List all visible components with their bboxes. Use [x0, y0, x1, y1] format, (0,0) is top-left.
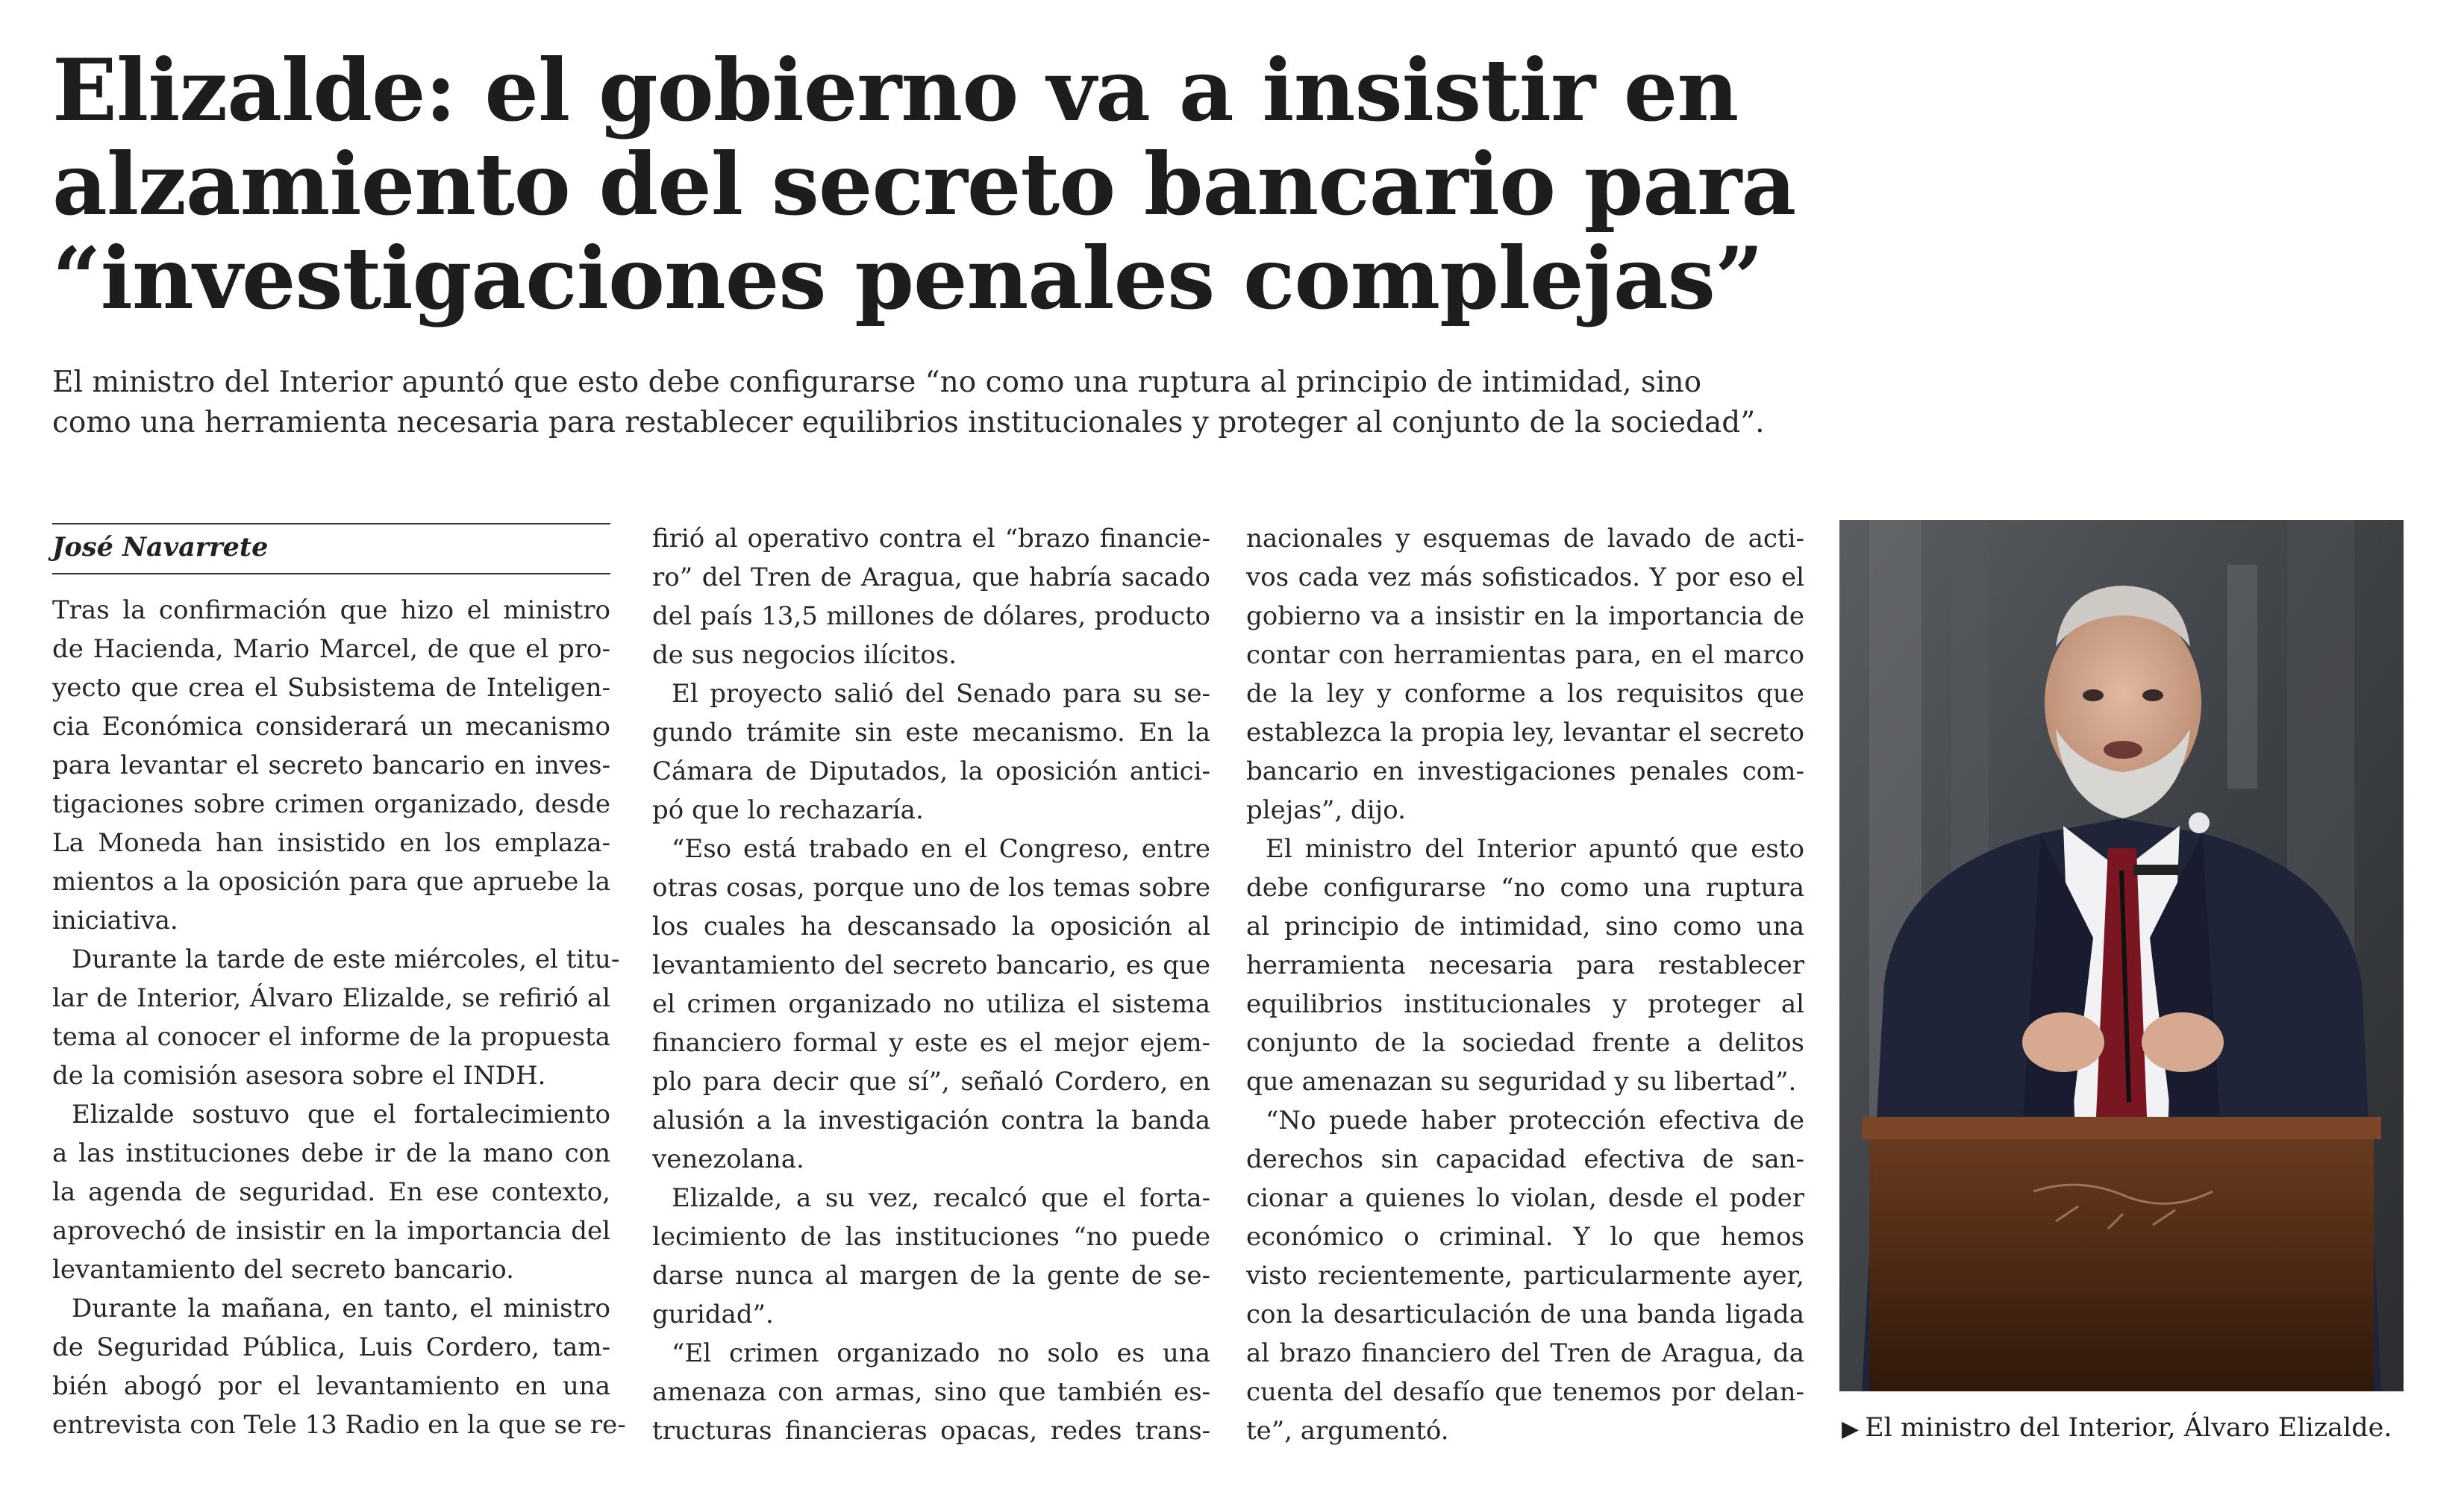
article-line: financiero formal y este es el mejor ejem- — [652, 1028, 1210, 1058]
article-line: yecto que crea el Subsistema de Inteligen- — [52, 673, 610, 703]
article-column-1 — [52, 591, 626, 1444]
article-line: de Seguridad Pública, Luis Cordero, tam- — [52, 1332, 610, 1362]
article-line: pó que lo rechazaría. — [652, 795, 924, 825]
article-line: vos cada vez más sofisticados. Y por eso el — [1246, 563, 1804, 592]
article-line: el crimen organizado no utiliza el sistema — [652, 989, 1210, 1019]
headline-line: alzamiento del secreto bancario para — [52, 134, 1796, 234]
headline-line: “investigaciones penales complejas” — [52, 228, 1763, 328]
article-line: gundo trámite sin este mecanismo. En la — [652, 718, 1210, 748]
article-column-3 — [1246, 519, 1804, 1450]
lead-line: El ministro del Interior apuntó que esto debe configurarse “no como una ruptura al principio de intimidad, sino — [52, 366, 1702, 399]
article-line: guridad”. — [652, 1300, 774, 1329]
article-line: con la desarticulación de una banda ligada — [1246, 1300, 1804, 1329]
byline-rule-top — [52, 523, 610, 524]
caption-text: El ministro del Interior, Álvaro Elizalde. — [1865, 1413, 2392, 1443]
article-line: Tras la confirmación que hizo el ministro — [52, 595, 610, 625]
article-line: de Hacienda, Mario Marcel, de que el pro- — [52, 634, 610, 664]
article-line: visto recientemente, particularmente ayer, — [1246, 1261, 1804, 1291]
article-line: lar de Interior, Álvaro Elizalde, se refirió al — [52, 983, 610, 1013]
article-line: nacionales y esquemas de lavado de acti- — [1246, 524, 1804, 554]
article-line: plo para decir que sí”, señaló Cordero, en — [652, 1067, 1210, 1097]
article-line: plejas”, dijo. — [1246, 795, 1406, 825]
article-line: ro” del Tren de Aragua, que habría sacado — [652, 563, 1210, 592]
article-line: La Moneda han insistido en los emplaza- — [52, 828, 610, 858]
article-line: al brazo financiero del Tren de Aragua, da — [1246, 1338, 1804, 1368]
article-line: gobierno va a insistir en la importancia de — [1246, 601, 1804, 631]
article-line: cionar a quienes lo violan, desde el poder — [1246, 1183, 1804, 1213]
headline-line: Elizalde: el gobierno va a insistir en — [52, 40, 1739, 140]
article-line: la agenda de seguridad. En ese contexto, — [52, 1177, 610, 1207]
article-line: que amenazan su seguridad y su libertad”. — [1246, 1067, 1797, 1097]
article-line: “El crimen organizado no solo es una — [672, 1338, 1210, 1368]
article-line: El proyecto salió del Senado para su se- — [672, 679, 1210, 709]
article-line: derechos sin capacidad efectiva de san- — [1246, 1144, 1804, 1174]
article-line: tigaciones sobre crimen organizado, desde — [52, 789, 610, 819]
article-line: a las instituciones debe ir de la mano con — [52, 1138, 610, 1168]
lead-line: como una herramienta necesaria para restablecer equilibrios institucionales y proteger al conjunto de la sociedad”. — [52, 406, 1765, 439]
lead-paragraph — [52, 363, 2403, 443]
article-line: para levantar el secreto bancario en inves- — [52, 751, 610, 780]
article-line: bién abogó por el levantamiento en una — [52, 1371, 610, 1401]
article-line: Durante la tarde de este miércoles, el titu- — [72, 944, 620, 974]
caption-marker-icon: ▶ — [1842, 1416, 1860, 1442]
article-line: firió al operativo contra el “brazo financie- — [652, 524, 1210, 554]
article-line: alusión a la investigación contra la banda — [652, 1106, 1210, 1135]
article-line: contar con herramientas para, en el marco — [1246, 640, 1804, 670]
article-line: conjunto de la sociedad frente a delitos — [1246, 1028, 1804, 1058]
article-line: de la comisión asesora sobre el INDH. — [52, 1061, 546, 1091]
article-line: lecimiento de las instituciones “no puede — [652, 1222, 1210, 1252]
article-line: Elizalde, a su vez, recalcó que el forta- — [672, 1183, 1210, 1213]
article-line: iniciativa. — [52, 906, 178, 936]
byline: José Navarrete — [52, 532, 269, 563]
article-line: Durante la mañana, en tanto, el ministro — [72, 1294, 610, 1323]
article-line: aprovechó de insistir en la importancia del — [52, 1216, 610, 1246]
photo-caption — [1842, 1411, 2439, 1446]
article-line: darse nunca al margen de la gente de se- — [652, 1261, 1210, 1291]
article-line: Cámara de Diputados, la oposición antici- — [652, 756, 1210, 786]
article-line: mientos a la oposición para que apruebe la — [52, 867, 610, 897]
article-line: Elizalde sostuvo que el fortalecimiento — [72, 1100, 610, 1129]
article-line: levantamiento del secreto bancario. — [52, 1255, 514, 1285]
article-photo — [1839, 520, 2404, 1391]
article-line: del país 13,5 millones de dólares, producto — [652, 601, 1210, 631]
article-line: debe configurarse “no como una ruptura — [1246, 873, 1804, 903]
article-line: tema al conocer el informe de la propuesta — [52, 1022, 610, 1052]
article-line: cuenta del desafío que tenemos por delan- — [1246, 1377, 1804, 1407]
article-line: tructuras financieras opacas, redes trans- — [652, 1416, 1210, 1446]
article-line: venezolana. — [652, 1144, 804, 1174]
article-line: entrevista con Tele 13 Radio en la que se re- — [52, 1410, 626, 1440]
article-line: de la ley y conforme a los requisitos que — [1246, 679, 1804, 709]
article-line: bancario en investigaciones penales com- — [1246, 756, 1804, 786]
article-line: “No puede haber protección efectiva de — [1266, 1106, 1804, 1135]
article-line: de sus negocios ilícitos. — [652, 640, 957, 670]
article-column-2 — [652, 519, 1210, 1450]
article-line: equilibrios institucionales y proteger al — [1246, 989, 1804, 1019]
article-line: “Eso está trabado en el Congreso, entre — [672, 834, 1210, 864]
headline — [52, 40, 2365, 328]
article-line: económico o criminal. Y lo que hemos — [1246, 1222, 1804, 1252]
article-line: otras cosas, porque uno de los temas sobre — [652, 873, 1210, 903]
article-line: El ministro del Interior apuntó que esto — [1266, 834, 1804, 864]
article-line: al principio de intimidad, sino como una — [1246, 912, 1804, 941]
byline-rule-bottom — [52, 573, 610, 574]
article-line: te”, argumentó. — [1246, 1416, 1449, 1446]
article-line: cia Económica considerará un mecanismo — [52, 712, 610, 742]
article-line: levantamiento del secreto bancario, es que — [652, 950, 1210, 980]
article-line: herramienta necesaria para restablecer — [1246, 950, 1804, 980]
article-line: amenaza con armas, sino que también es- — [652, 1377, 1210, 1407]
article-line: los cuales ha descansado la oposición al — [652, 912, 1210, 941]
article-line: establezca la propia ley, levantar el secreto — [1246, 718, 1804, 748]
